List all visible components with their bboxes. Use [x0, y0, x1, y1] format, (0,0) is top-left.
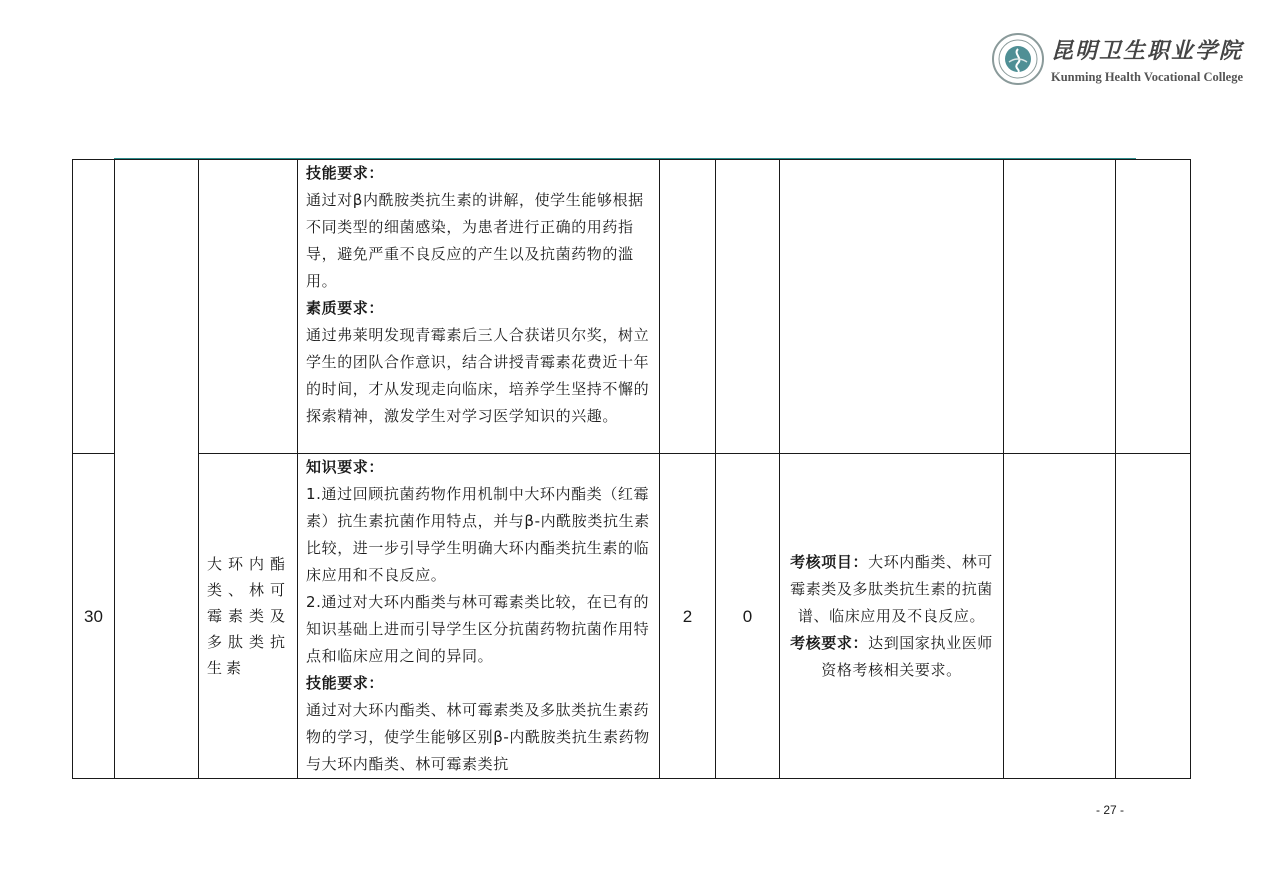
college-seal-icon: [991, 32, 1045, 86]
extra-cell: [1116, 160, 1191, 454]
theory-hours-cell: [660, 160, 716, 454]
knowledge-item-2: 2.通过对大环内酯类与林可霉素类比较，在已有的知识基础上进而引导学生区分抗菌药物抗菌作用特点和临床应用之间的异同。: [306, 593, 650, 665]
extra-cell: [1004, 160, 1116, 454]
theory-hours: 2: [660, 454, 716, 779]
skill-heading: 技能要求：: [306, 164, 385, 182]
quality-heading: 素质要求：: [306, 299, 385, 317]
assess-req-text: 达到国家执业医师资格考核相关要求。: [821, 633, 993, 679]
section-cell: [115, 160, 199, 779]
quality-text: 通过弗莱明发现青霉素后三人合获诺贝尔奖，树立学生的团队合作意识，结合讲授青霉素花费近十年的时间，才从发现走向临床，培养学生坚持不懈的探索精神，激发学生对学习医学知识的兴趣。: [306, 326, 650, 425]
practice-hours-cell: [716, 160, 780, 454]
skill-heading: 技能要求：: [306, 674, 385, 692]
row-number: 30: [73, 454, 115, 779]
assessment-cell: [780, 160, 1004, 454]
chapter-cell: [199, 160, 298, 454]
assess-req-label: 考核要求：: [790, 633, 869, 652]
extra-cell: [1116, 454, 1191, 779]
requirements-cell: [298, 454, 660, 779]
skill-text: 通过对β内酰胺类抗生素的讲解，使学生能够根据不同类型的细菌感染，为患者进行正确的用药指导，避免严重不良反应的产生以及抗菌药物的滥用。: [306, 191, 644, 290]
assess-item-label: 考核项目：: [790, 552, 869, 571]
table-row: [73, 454, 1191, 779]
chapter-title: 大环内酯类、林可霉素类及多肽类抗生素: [199, 454, 298, 779]
skill-text: 通过对大环内酯类、林可霉素类及多肽类抗生素药物的学习，使学生能够区别β-内酰胺类抗生素药物与大环内酯类、林可霉素类抗: [306, 701, 650, 773]
college-logo: [989, 30, 1244, 92]
assess-item-text: 大环内酯类、林可霉素类及多肽类抗生素的抗菌谱、临床应用及不良反应。: [790, 552, 993, 625]
knowledge-heading: 知识要求：: [306, 458, 385, 476]
school-name-en: Kunming Health Vocational College: [1051, 70, 1244, 84]
assessment-cell: [780, 454, 1004, 779]
extra-cell: [1004, 454, 1116, 779]
page-number: - 27 -: [1096, 803, 1125, 817]
requirements-cell: [298, 160, 660, 454]
table-row: [73, 160, 1191, 454]
school-name-cn: 昆明卫生职业学院: [1051, 38, 1244, 64]
practice-hours: 0: [716, 454, 780, 779]
course-table: [72, 159, 1191, 779]
row-number-cell: [73, 160, 115, 454]
knowledge-item-1: 1.通过回顾抗菌药物作用机制中大环内酯类（红霉素）抗生素抗菌作用特点，并与β-内酰胺类抗生素比较，进一步引导学生明确大环内酯类抗生素的临床应用和不良反应。: [306, 485, 650, 584]
